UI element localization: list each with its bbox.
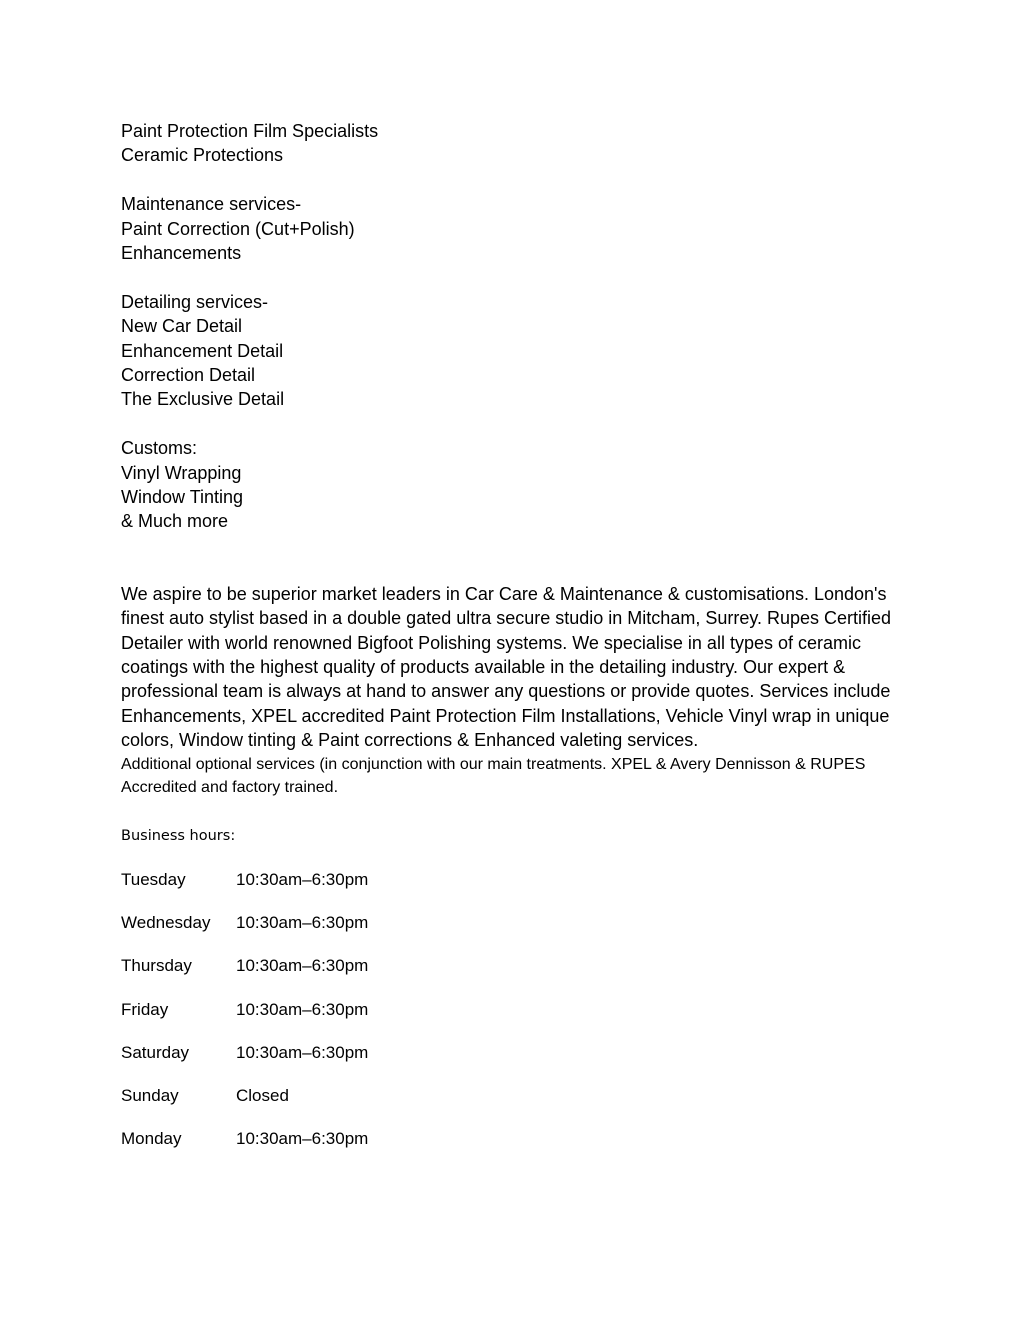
service-line: New Car Detail xyxy=(121,316,243,337)
hours-day: Friday xyxy=(121,999,169,1019)
service-line: Window Tinting xyxy=(121,487,244,508)
hours-time: 10:30am–6:30pm xyxy=(236,869,369,889)
services-group-customs xyxy=(121,436,911,534)
hours-row xyxy=(121,869,368,912)
services-list xyxy=(121,119,911,534)
service-line: Enhancement Detail xyxy=(121,340,284,361)
hours-day: Tuesday xyxy=(121,869,186,889)
hours-day: Monday xyxy=(121,1129,182,1149)
hours-time: 10:30am–6:30pm xyxy=(236,956,369,976)
service-line: Paint Correction (Cut+Polish) xyxy=(121,218,355,239)
about-section xyxy=(121,582,911,799)
service-line: Customs: xyxy=(121,438,198,459)
services-group-specialisms xyxy=(121,119,911,168)
business-hours-table xyxy=(121,869,368,1172)
hours-time: 10:30am–6:30pm xyxy=(236,999,369,1019)
service-line: Ceramic Protections xyxy=(121,145,284,166)
business-hours-heading: Business hours: xyxy=(121,827,236,844)
hours-row xyxy=(121,999,368,1042)
hours-day: Wednesday xyxy=(121,913,211,932)
service-line: & Much more xyxy=(121,511,229,532)
service-line: Correction Detail xyxy=(121,365,256,386)
hours-row xyxy=(121,1128,368,1171)
service-line: Paint Protection Film Specialists xyxy=(121,121,379,141)
hours-row xyxy=(121,1042,368,1085)
hours-day: Saturday xyxy=(121,1042,190,1062)
service-line: Detailing services- xyxy=(121,291,269,312)
about-paragraph: We aspire to be superior market leaders in Car Care & Maintenance & customisations. London's finest auto stylist based in a double gated ultra secure studio in Mitcham, Surrey. Rupes Certified Detailer with world renowned Bigfoot Polishing systems. We specialise in all types of ceramic coatings with the highest quality of products available in the detailing industry. Our expert & professional team is always at hand to answer any questions or provide quotes. Services include Enhancements, XPEL accredited Paint Protection Film Installations, Vehicle Vinyl wrap in unique colors, Window tinting & Paint corrections & Enhanced valeting services. xyxy=(121,583,892,751)
hours-row xyxy=(121,955,368,998)
hours-row xyxy=(121,1085,368,1128)
additional-services-paragraph: Additional optional services (in conjunction with our main treatments. XPEL & Avery Dennisson & RUPES Accredited and factory trained. xyxy=(121,755,866,796)
services-group-maintenance xyxy=(121,192,911,265)
service-line: Enhancements xyxy=(121,243,242,264)
hours-time: 10:30am–6:30pm xyxy=(236,1129,369,1149)
hours-day: Thursday xyxy=(121,956,192,976)
hours-day: Sunday xyxy=(121,1086,179,1106)
hours-time: Closed xyxy=(236,1086,289,1106)
hours-row xyxy=(121,912,368,955)
service-line: Maintenance services- xyxy=(121,194,302,215)
service-line: The Exclusive Detail xyxy=(121,389,285,410)
services-group-detailing xyxy=(121,290,911,412)
document-page xyxy=(121,119,911,1172)
hours-time: 10:30am–6:30pm xyxy=(236,1042,369,1062)
service-line: Vinyl Wrapping xyxy=(121,462,242,483)
hours-time: 10:30am–6:30pm xyxy=(236,913,369,932)
